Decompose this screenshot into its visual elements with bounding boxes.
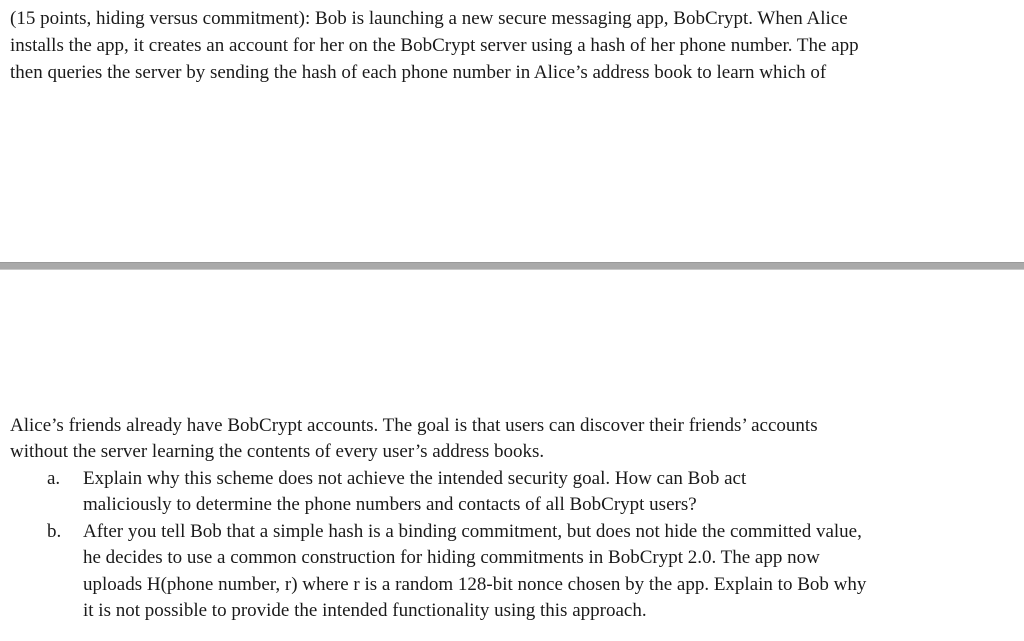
intro-line-1: (15 points, hiding versus commitment): Bob is launching a new secure messaging app, BobCrypt. When Alice (10, 8, 848, 29)
continuation-line-1: Alice’s friends already have BobCrypt accounts. The goal is that users can discover their friends’ accounts (10, 415, 818, 436)
intro-line-3: then queries the server by sending the hash of each phone number in Alice’s address book to learn which of (10, 62, 827, 83)
part-a-line-1: Explain why this scheme does not achieve the intended security goal. How can Bob act (83, 468, 747, 489)
document-top-section (0, 0, 1024, 262)
part-a-line-2: maliciously to determine the phone numbers and contacts of all BobCrypt users? (83, 494, 697, 515)
part-b-line-3: uploads H(phone number, r) where r is a random 128-bit nonce chosen by the app. Explain to Bob why (83, 574, 867, 595)
part-b-line-2: he decides to use a common construction for hiding commitments in BobCrypt 2.0. The app now (83, 547, 820, 568)
part-b-line-4: it is not possible to provide the intended functionality using this approach. (83, 600, 647, 621)
intro-line-2: installs the app, it creates an account for her on the BobCrypt server using a hash of her phone number. The app (10, 35, 859, 56)
part-a-marker: a. (47, 468, 61, 489)
page-break-divider (0, 262, 1024, 270)
document-bottom-section (0, 270, 1024, 641)
part-b-line-1: After you tell Bob that a simple hash is a binding commitment, but does not hide the committed value, (83, 521, 862, 542)
continuation-line-2: without the server learning the contents of every user’s address books. (10, 441, 545, 462)
part-b-marker: b. (47, 521, 62, 542)
